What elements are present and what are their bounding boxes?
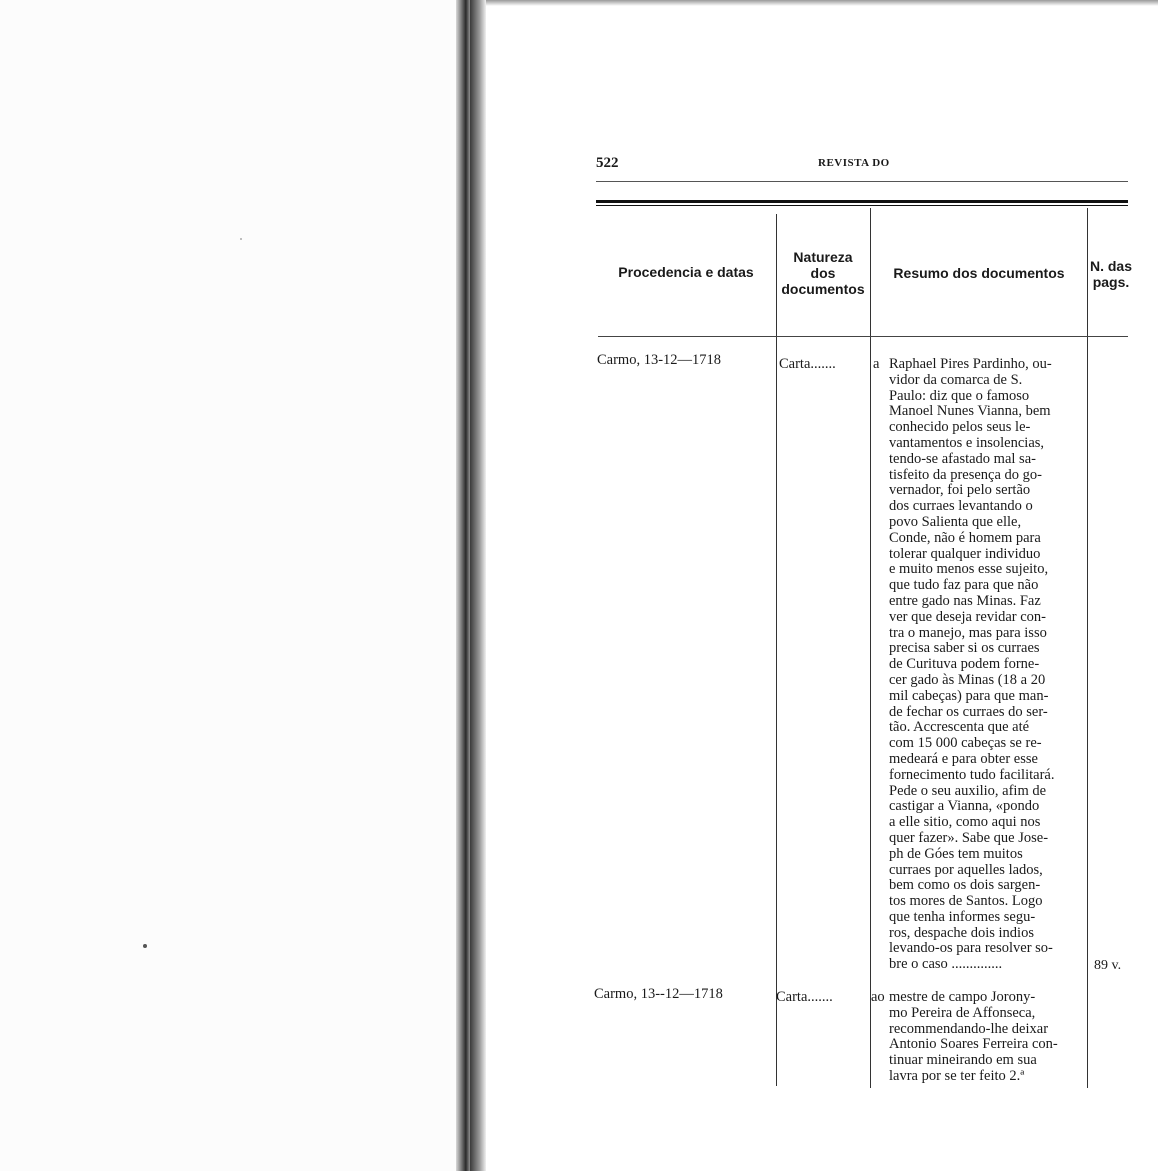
- header-pages-line: pags.: [1092, 274, 1130, 290]
- header-nature-line: documentos: [781, 281, 865, 297]
- column-divider: [870, 208, 871, 1088]
- running-head: [596, 155, 1128, 177]
- row-pages: 89 v.: [1094, 958, 1122, 973]
- row-summary: mestre de campo Jorony- mo Pereira de Affonseca, recommendando-lhe deixar Antonio Soares Ferreira con- tinuar mineirando em sua lavra por se ter feito 2.ª: [889, 989, 1058, 1084]
- header-nature-line: Natureza: [793, 249, 853, 265]
- row-nature: Carta.......: [776, 989, 833, 1005]
- head-rule: [596, 181, 1128, 182]
- book-gutter: [456, 0, 470, 1171]
- header-rule: [598, 336, 1128, 337]
- row-recipient-prefix: ao: [871, 989, 885, 1005]
- header-nature-line: dos: [810, 265, 836, 281]
- table-top-rule: [596, 200, 1128, 206]
- book-gutter-shadow: [470, 0, 486, 1171]
- paper-speck: [240, 238, 242, 240]
- facing-page: [0, 0, 458, 1171]
- header-nature: [776, 249, 870, 297]
- row-origin: Carmo, 13-12—1718: [597, 352, 722, 368]
- page-top-edge: [486, 0, 1158, 6]
- header-origin: Procedencia e datas: [618, 264, 754, 280]
- row-summary: Raphael Pires Pardinho, ou- vidor da comarca de S. Paulo: diz que o famoso Manoel Nunes Vianna, bem conhecido pelos seus le- vantamentos e insolencias, tendo-se afastado mal sa- tisfeito da presença do go- vernador, foi pelo sertão dos curraes levantando o povo Salienta que elle, Conde, não é homem para tolerar qualquer individuo e muito menos esse sujeito, que tudo faz para que não entre gado nas Minas. Faz ver que deseja revidar con- tra o manejo, mas para isso precisa saber si os curraes de Curituva podem forne- cer gado às Minas (18 a 20 mil cabeças) para que man- de fechar os curraes do ser- tão. Accrescenta que até com 15 000 cabeças se re- medeará e para obter esse fornecimento tudo facilitará. Pede o seu auxilio, afim de castigar a Vianna, «pondo a elle sitio, como aqui nos quer fazer». Sabe que Jose- ph de Góes tem muitos curraes por aquelles lados, bem como os dois sargen- tos mores de Santos. Logo que tenha informes segu- ros, despache dois indios levando-os para resolver so- bre o caso ..............: [889, 356, 1055, 973]
- page-number: 522: [596, 155, 619, 171]
- header-pages: [1088, 258, 1134, 290]
- column-divider: [776, 214, 777, 1086]
- paper-speck: [143, 944, 147, 948]
- row-recipient-prefix: a: [873, 356, 880, 372]
- header-pages-line: N. das: [1089, 258, 1132, 274]
- header-summary: Resumo dos documentos: [893, 265, 1065, 281]
- running-title: REVISTA DO: [818, 157, 890, 169]
- row-nature: Carta.......: [779, 356, 836, 372]
- row-origin: Carmo, 13--12—1718: [594, 986, 723, 1002]
- column-divider: [1087, 208, 1088, 1088]
